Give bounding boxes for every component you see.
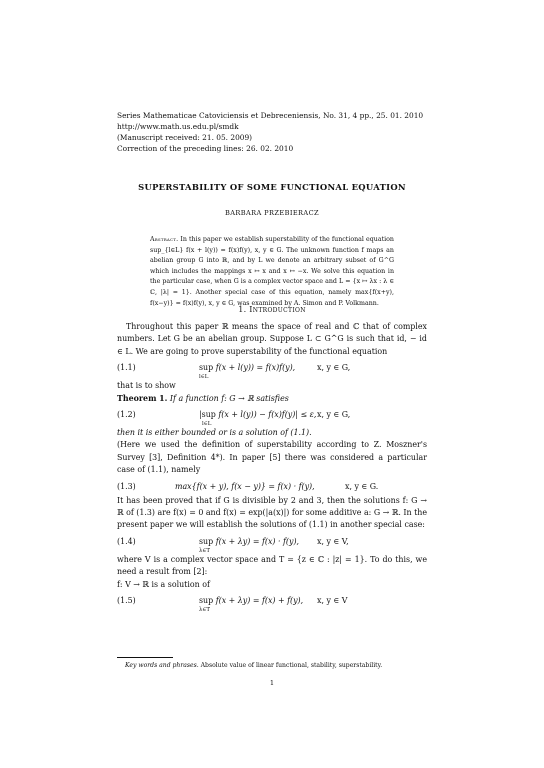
paper-author: BARBARA PRZEBIERACZ <box>224 209 319 217</box>
section-heading: 1. Introduction <box>238 305 306 314</box>
equation-expression: f(x + l(y)) = f(x)f(y), <box>215 363 296 373</box>
footnote-label: Key words and phrases. <box>125 662 199 669</box>
sup-subscript: λ∈T <box>199 607 211 614</box>
equation-1-3 <box>117 477 427 495</box>
theorem-statement <box>117 393 427 405</box>
equation-condition: x, y ∈ G, <box>317 410 351 420</box>
equation-number: (1.3) <box>117 481 136 491</box>
equation-condition: x, y ∈ G, <box>317 363 351 373</box>
equation-body <box>199 409 317 428</box>
sup-subscript: λ∈T <box>199 547 211 554</box>
paragraph-where: where V is a complex vector space and T = {z ∈ ℂ : |z| = 1}. To do this, we need a result from [2]: <box>117 554 427 577</box>
main-text <box>117 321 427 613</box>
paragraph-intro: Throughout this paper ℝ means the space of real and ℂ that of complex numbers. Let G be an abelian group. Suppose L ⊂ G^G is such that id, − id ∈ L. We are going to prove superstability of the functional equation <box>117 322 427 356</box>
footnote <box>117 662 427 669</box>
equation-number: (1.2) <box>117 410 136 420</box>
theorem-conclusion: then it is either bounded or is a solution of (1.1). <box>117 428 312 438</box>
journal-header <box>117 110 423 154</box>
equation-expression: f(x + λy) = f(x) + f(y), <box>215 596 304 606</box>
paragraph-solution: f: V → ℝ is a solution of <box>117 579 210 589</box>
equation-expression: max{f(x + y), f(x − y)} = f(x) · f(y), <box>175 481 315 491</box>
equation-body <box>199 536 300 554</box>
equation-expression: f(x + l(y)) − f(x)f(y)| ≤ ε, <box>218 410 317 420</box>
equation-condition: x, y ∈ V, <box>317 536 349 546</box>
abstract-label: Abstract. <box>150 236 179 243</box>
equation-condition: x, y ∈ V <box>317 596 348 606</box>
sup-subscript: l∈L <box>202 421 212 428</box>
equation-condition: x, y ∈ G. <box>345 481 379 491</box>
equation-body <box>175 481 315 493</box>
correction-date: Correction of the preceding lines: 26. 02. 2010 <box>117 144 294 153</box>
theorem-label: Theorem 1. <box>117 393 168 403</box>
sup-operator: sup <box>199 363 214 373</box>
equation-1-4 <box>117 532 427 554</box>
sup-operator: |sup <box>199 410 216 420</box>
footnote-text: Absolute value of linear functional, stability, superstability. <box>200 662 383 669</box>
footnote-rule <box>117 657 173 658</box>
equation-body <box>199 362 296 381</box>
page-number: 1 <box>269 679 275 687</box>
equation-number: (1.1) <box>117 363 136 373</box>
equation-1-1 <box>117 358 427 380</box>
equation-1-5 <box>117 591 427 613</box>
equation-number: (1.4) <box>117 536 136 546</box>
paragraph-superstability: (Here we used the definition of superstability according to Z. Moszner's Survey [3], Definition 4*). In paper [5] there was considered a particular case of (1.1), namely <box>117 440 427 475</box>
abstract <box>150 235 394 309</box>
sup-operator: sup <box>199 536 214 546</box>
paper-title: SUPERSTABILITY OF SOME FUNCTIONAL EQUATION <box>138 182 406 192</box>
equation-body <box>199 595 304 614</box>
received-date: (Manuscript received: 21. 05. 2009) <box>117 133 253 142</box>
equation-1-2 <box>117 405 427 427</box>
journal-url: http://www.math.us.edu.pl/smdk <box>117 122 239 131</box>
theorem-text: If a function f: G → ℝ satisfies <box>169 393 289 403</box>
journal-line: Series Mathematicae Catoviciensis et Debreceniensis, No. 31, 4 pp., 25. 01. 2010 <box>117 111 424 120</box>
paragraph-proved: It has been proved that if G is divisible by 2 and 3, then the solutions f: G → ℝ of (1.3) are f(x) = 0 and f(x) = exp(|a(x)|) for some additive a: G → ℝ. In the present paper we will establish the solutions of (1.1) in another special case: <box>117 495 427 530</box>
paragraph-that-is: that is to show <box>117 381 176 391</box>
sup-subscript: l∈L <box>199 374 209 381</box>
sup-operator: sup <box>199 596 214 606</box>
abstract-text: In this paper we establish superstability of the functional equation sup_{l∈L} f(x + l(y)) = f(x)f(y), x, y ∈ G. The unknown function f maps an abelian group G into ℝ, and by L we denote an arbitrary subset of G^G which includes the mappings x ↦ x and x ↦ −x. We solve this equation in the particular case, when G is a complex vector space and L = {x ↦ λx : λ ∈ ℂ, |λ| = 1}. Another special case of this equation, namely max{f(x+y), f(x−y)} = f(x)f(y), x, y ∈ G, was examined by A. Simon and P. Volkmann. <box>150 236 394 307</box>
equation-number: (1.5) <box>117 596 136 606</box>
equation-expression: f(x + λy) = f(x) · f(y), <box>215 536 300 546</box>
